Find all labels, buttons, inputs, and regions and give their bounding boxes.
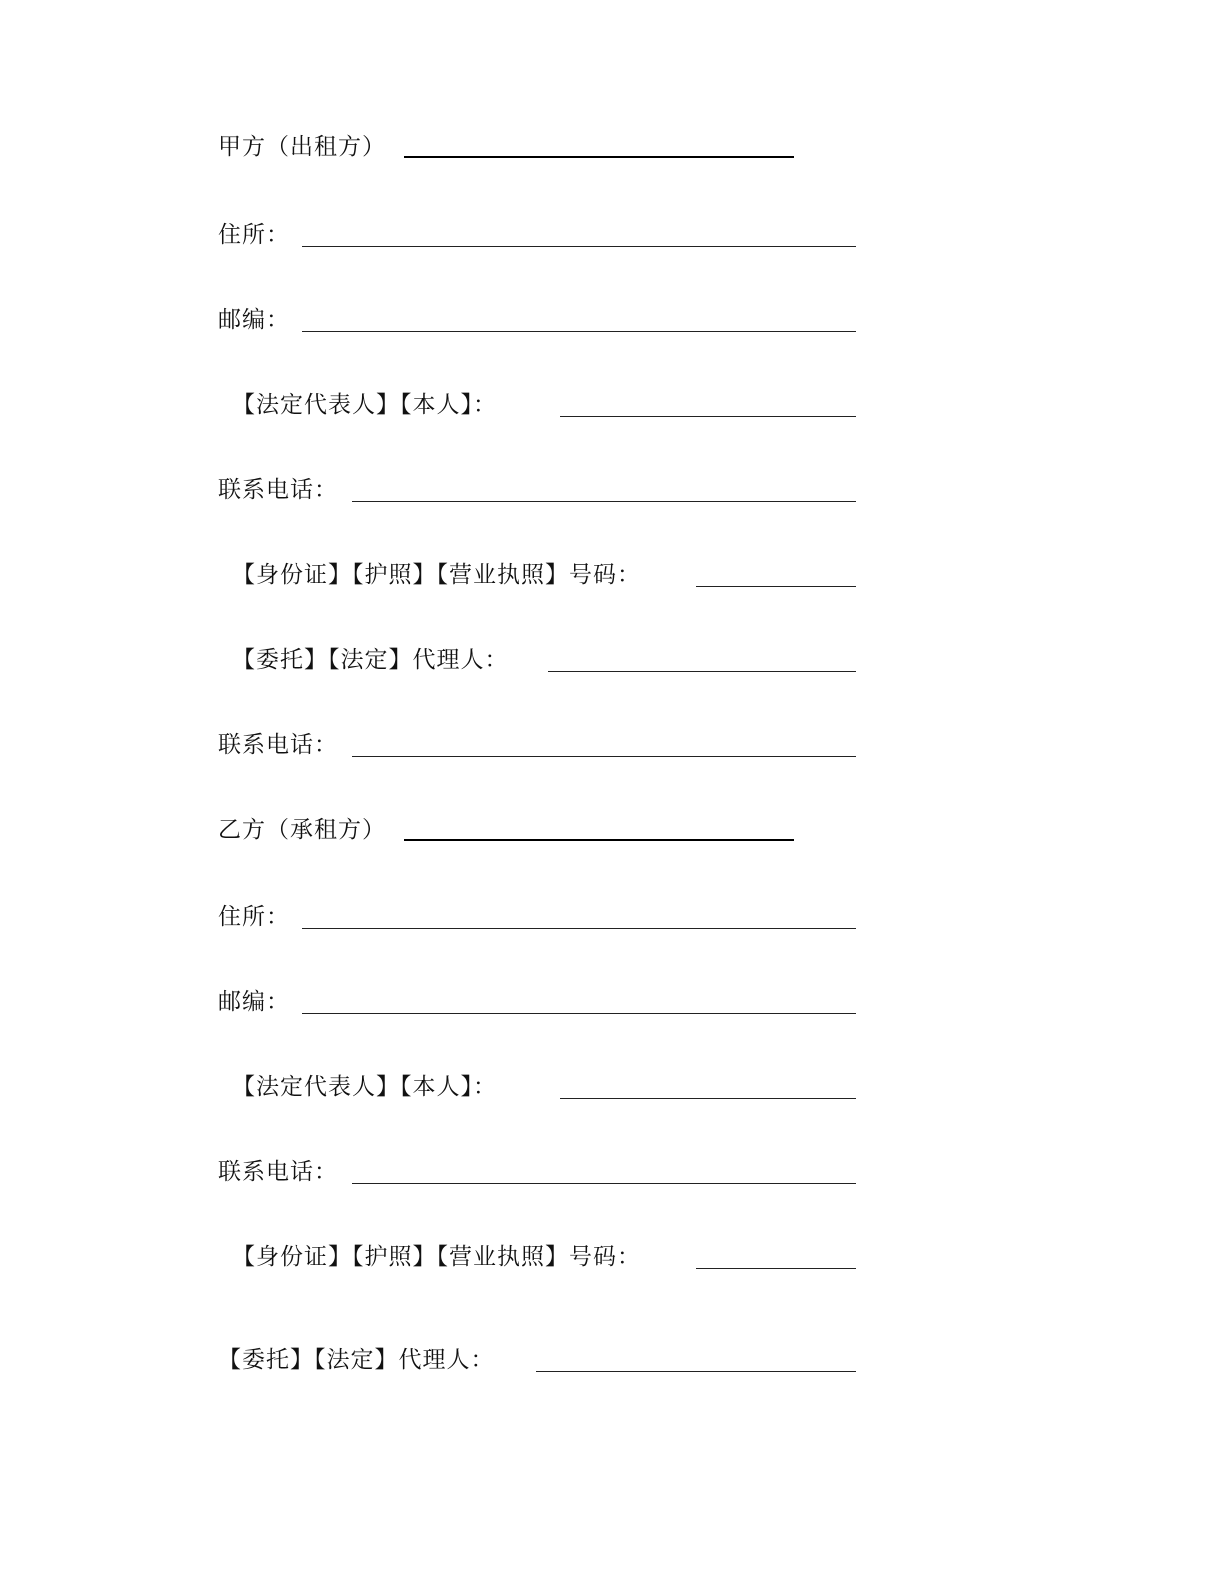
party-a-id-field[interactable] (696, 586, 856, 587)
party-b-postcode-row (0, 987, 1230, 1027)
party-b-phone-row (0, 1157, 1230, 1197)
party-b-postcode-label: 邮编： (218, 989, 290, 1015)
party-a-id-label: 【身份证】【护照】【营业执照】号码： (232, 562, 641, 588)
party-a-representative-label: 【法定代表人】【本人】： (232, 392, 497, 418)
party-b-representative-row (0, 1072, 1230, 1112)
party-b-postcode-field[interactable] (302, 1013, 856, 1014)
party-b-address-row (0, 902, 1230, 942)
party-a-address-field[interactable] (302, 246, 856, 247)
party-b-id-field[interactable] (696, 1268, 856, 1269)
party-a-title: 甲方（出租方） (218, 134, 386, 160)
party-b-phone-field[interactable] (352, 1183, 856, 1184)
party-b-id-label: 【身份证】【护照】【营业执照】号码： (232, 1244, 641, 1270)
party-a-postcode-label: 邮编： (218, 307, 290, 333)
party-a-postcode-field[interactable] (302, 331, 856, 332)
party-b-address-label: 住所： (218, 904, 290, 930)
party-b-phone-label: 联系电话： (218, 1159, 338, 1185)
party-b-title-row (0, 815, 1230, 855)
party-b-id-row (0, 1242, 1230, 1282)
party-b-address-field[interactable] (302, 928, 856, 929)
party-a-agent-phone-row (0, 730, 1230, 770)
party-a-representative-field[interactable] (560, 416, 856, 417)
party-b-representative-field[interactable] (560, 1098, 856, 1099)
party-a-phone-field[interactable] (352, 501, 856, 502)
party-a-address-label: 住所： (218, 222, 290, 248)
party-b-title: 乙方（承租方） (218, 817, 386, 843)
party-a-address-row (0, 220, 1230, 260)
party-a-phone-row (0, 475, 1230, 515)
party-a-name-field[interactable] (404, 156, 794, 158)
party-a-agent-phone-label: 联系电话： (218, 732, 338, 758)
party-a-id-row (0, 560, 1230, 600)
party-b-name-field[interactable] (404, 839, 794, 841)
party-a-agent-field[interactable] (548, 671, 856, 672)
party-b-agent-field[interactable] (536, 1371, 856, 1372)
party-b-agent-row (0, 1345, 1230, 1385)
party-a-agent-phone-field[interactable] (352, 756, 856, 757)
party-a-title-row (0, 132, 1230, 172)
party-a-representative-row (0, 390, 1230, 430)
party-b-representative-label: 【法定代表人】【本人】： (232, 1074, 497, 1100)
party-a-agent-row (0, 645, 1230, 685)
party-a-agent-label: 【委托】【法定】代理人： (232, 647, 509, 673)
party-b-agent-label: 【委托】【法定】代理人： (218, 1347, 495, 1373)
party-a-phone-label: 联系电话： (218, 477, 338, 503)
party-a-postcode-row (0, 305, 1230, 345)
